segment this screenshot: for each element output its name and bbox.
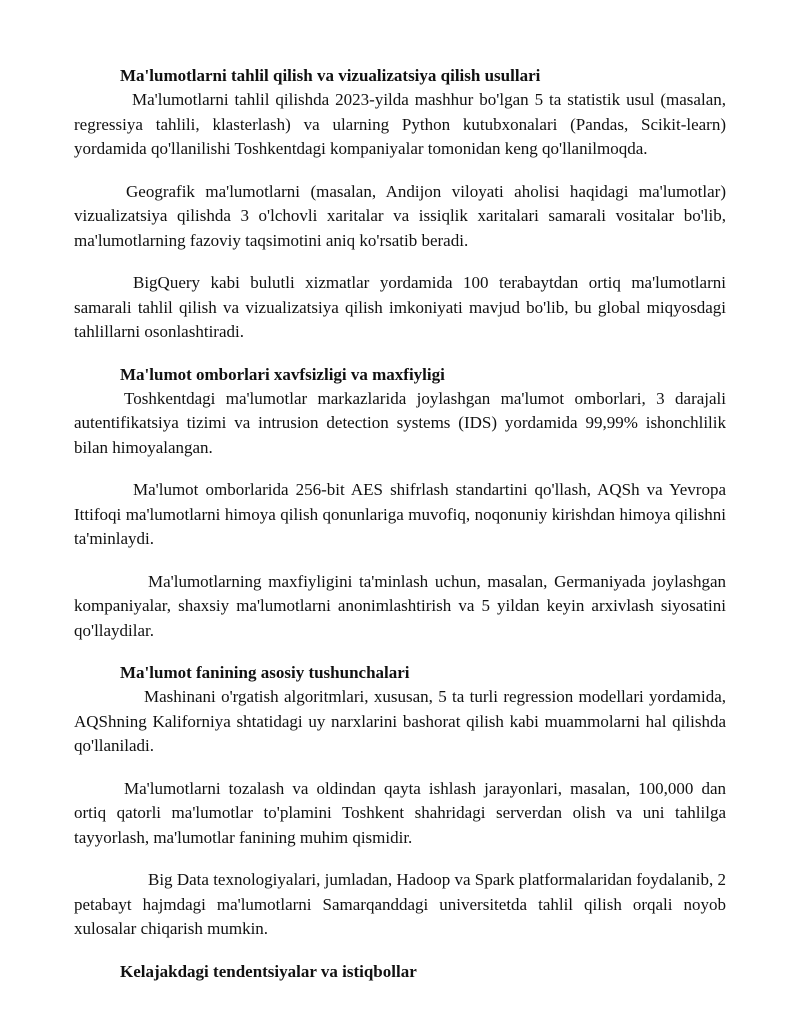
section-future-trends (74, 960, 726, 984)
paragraph: Mashinani o'rgatish algoritmlari, xususan, 5 ta turli regression modellari yordamida, AQShning Kaliforniya shtatidagi uy narxlarini bashorat qilish kabi muammolarni hal qilishda qo'llaniladi. (74, 687, 726, 755)
section-data-science-basics (74, 661, 726, 942)
document-page (74, 64, 726, 984)
paragraph: Big Data texnologiyalari, jumladan, Hadoop va Spark platformalaridan foydalanib, 2 petabayt hajmdagi ma'lumotlarni Samarqanddagi universitetda tahlil qilish orqali noyob xulosalar chiqarish mumkin. (74, 870, 726, 938)
paragraph: BigQuery kabi bulutli xizmatlar yordamida 100 terabaytdan ortiq ma'lumotlarni samarali tahlil qilish va vizualizatsiya qilish imkoniyati mavjud bo'lib, bu global miqyosdagi tahlillarni osonlashtiradi. (74, 273, 726, 341)
paragraph: Ma'lumotlarni tahlil qilishda 2023-yilda mashhur bo'lgan 5 ta statistik usul (masalan, regressiya tahlili, klasterlash) va ularning Python kutubxonalari (Pandas, Scikit-learn) yordamida qo'llanilishi Toshkentdagi kompaniyalar tomonidan keng qo'llanilmoqda. (74, 90, 726, 158)
paragraph: Toshkentdagi ma'lumotlar markazlarida joylashgan ma'lumot omborlari, 3 darajali autentifikatsiya tizimi va intrusion detection systems (IDS) yordamida 99,99% ishonchlilik bilan himoyalangan. (74, 388, 726, 457)
paragraph: Ma'lumot omborlarida 256-bit AES shifrlash standartini qo'llash, AQSh va Yevropa Ittifoqi ma'lumotlarni himoya qilish qonunlariga muvofiq, noqonuniy kirishdan himoya qilishni ta'minlaydi. (74, 480, 726, 548)
section-heading: Ma'lumotlarni tahlil qilish va vizualizatsiya qilish usullari (120, 66, 541, 85)
paragraph: Geografik ma'lumotlarni (masalan, Andijon viloyati aholisi haqidagi ma'lumotlar) vizualizatsiya qilishda 3 o'lchovli xaritalar va issiqlik xaritalari samarali vositalar bo'lib, ma'lumotlarning fazoviy taqsimotini aniq ko'rsatib beradi. (74, 181, 726, 250)
paragraph: Ma'lumotlarni tozalash va oldindan qayta ishlash jarayonlari, masalan, 100,000 dan ortiq qatorli ma'lumotlar to'plamini Toshkent shahridagi serverdan olish va uni tahlilga tayyorlash, ma'lumotlar fanining muhim qismidir. (74, 778, 726, 847)
paragraph: Ma'lumotlarning maxfiyligini ta'minlash uchun, masalan, Germaniyada joylashgan kompaniyalar, shaxsiy ma'lumotlarni anonimlashtirish va 5 yildan keyin arxivlash siyosatini qo'llaydilar. (74, 571, 726, 640)
section-data-security (74, 363, 726, 644)
section-heading: Ma'lumot omborlari xavfsizligi va maxfiyligi (120, 364, 445, 384)
section-heading: Kelajakdagi tendentsiyalar va istiqbollar (120, 961, 417, 981)
section-data-analysis (74, 64, 726, 345)
section-heading: Ma'lumot fanining asosiy tushunchalari (120, 663, 410, 682)
